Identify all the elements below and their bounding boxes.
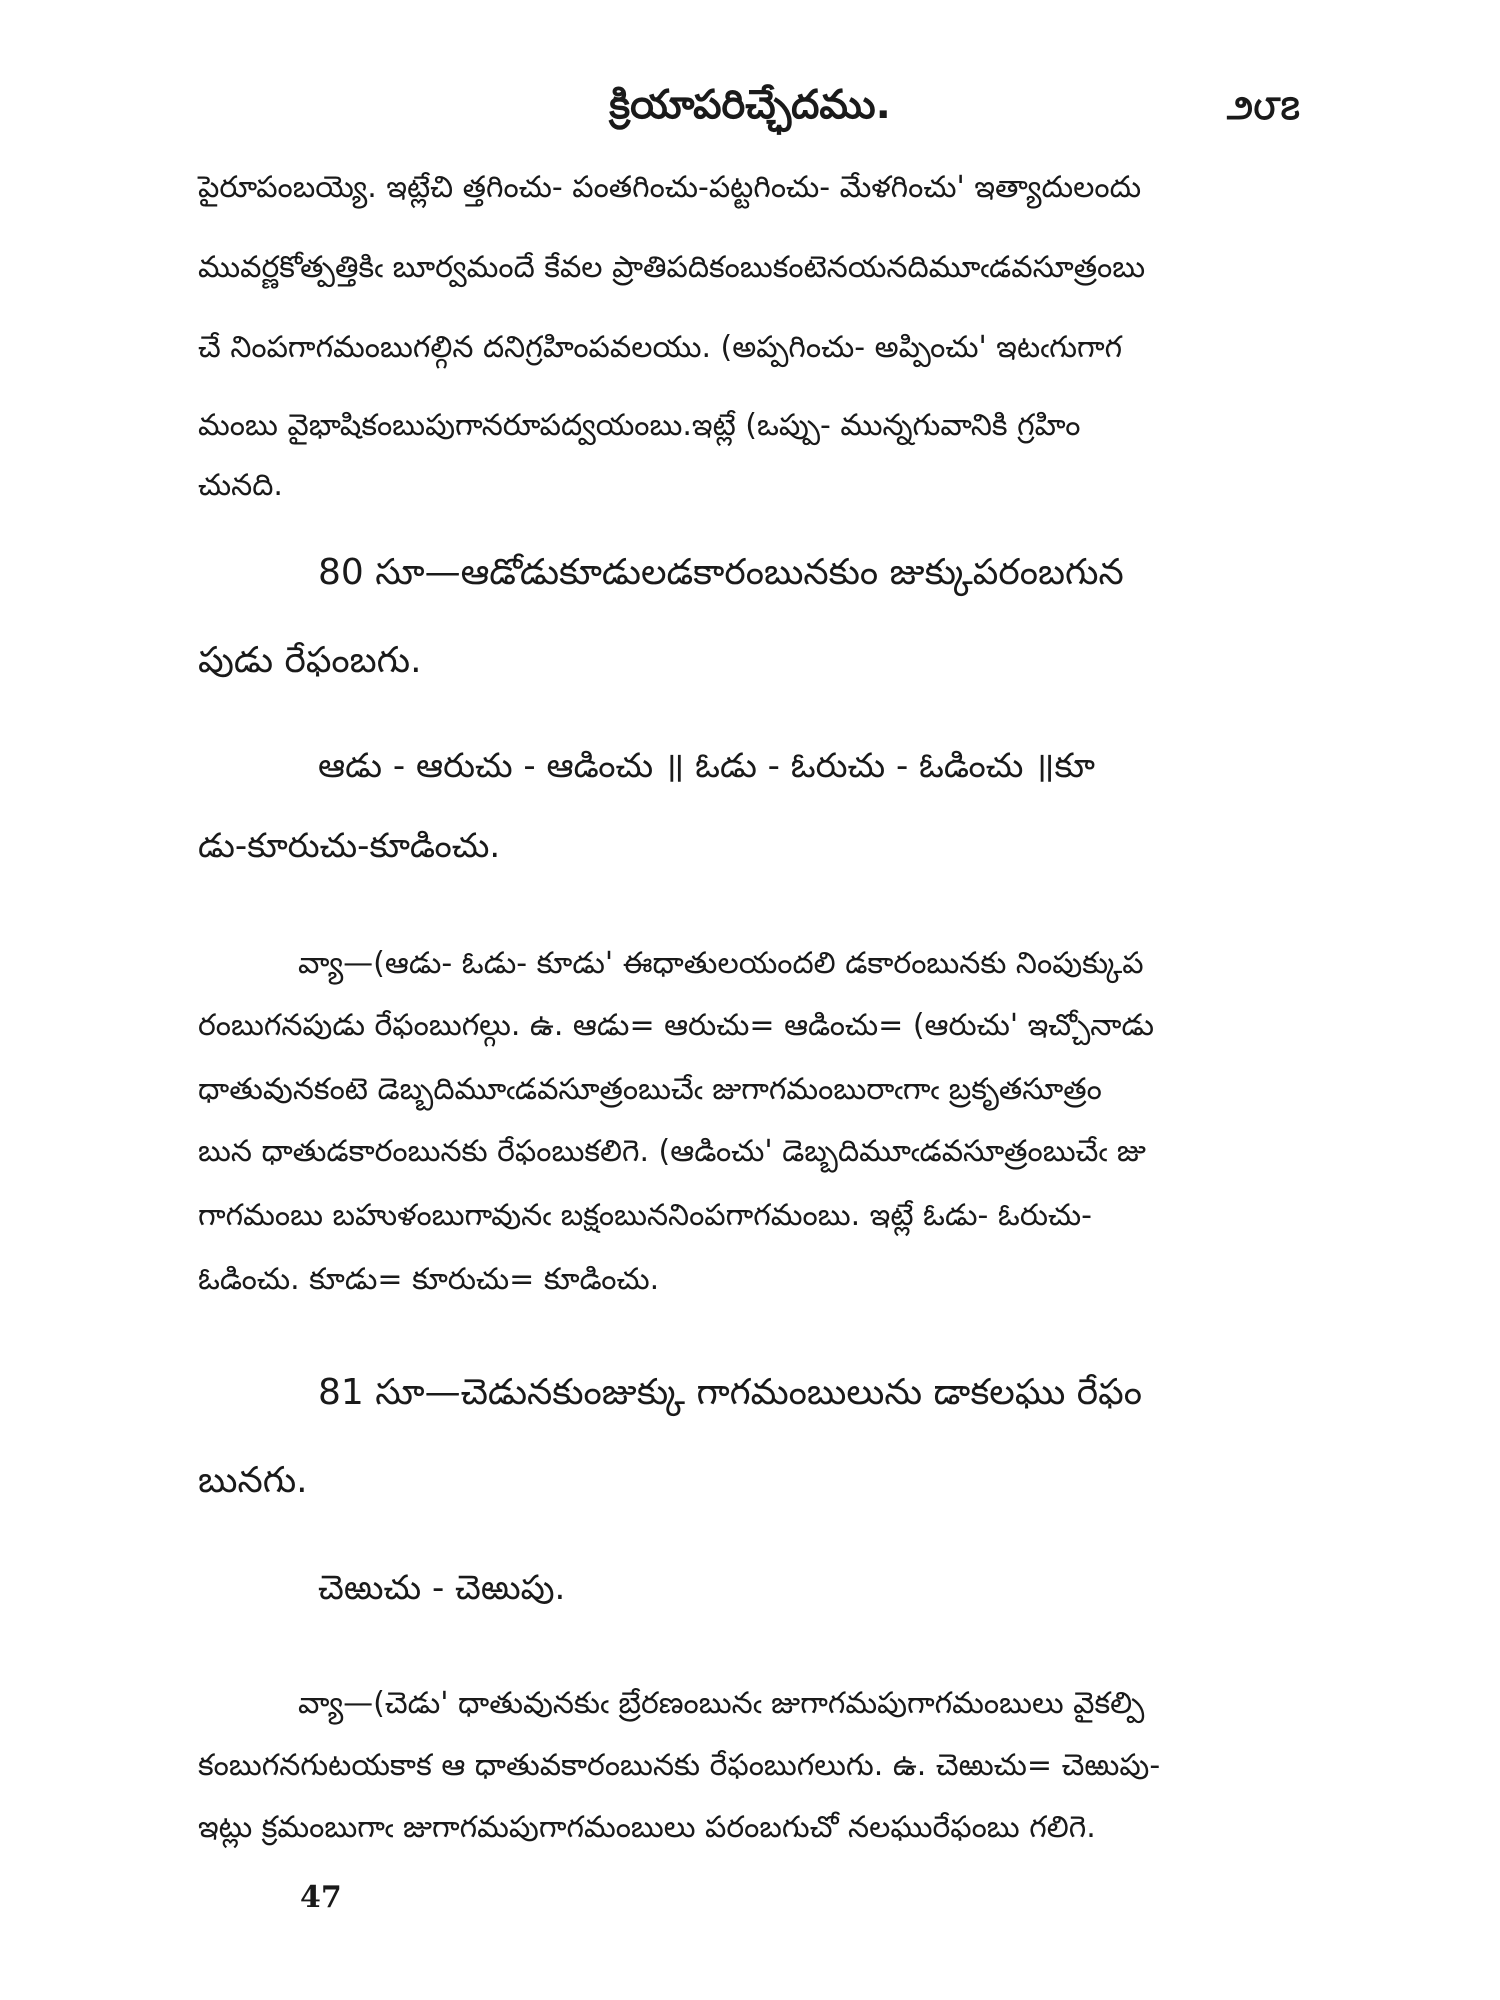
commentary-81-line: కంబుగనగుటయకాక ఆ ధాతువకారంబునకు రేఫంబుగలుగు. ఉ. చెఱుచు= చెఱుపు- <box>198 1748 1161 1783</box>
text-line: మువర్ణకోత్పత్తికిఁ బూర్వమందే కేవల ప్రాతిపదికంబుకంటెనయనదిమూఁడవసూత్రంబు <box>198 250 1146 285</box>
text-line: మంబు వైభాషికంబుపుగానరూపద్వయంబు.ఇట్లే (ఒప్పు- మున్నగువానికి గ్రహిం <box>198 408 1081 443</box>
commentary-80-line: ఓడించు. కూడు= కూరుచు= కూడించు. <box>198 1262 660 1297</box>
text-line: చే నింపగాగమంబుగల్గిన దనిగ్రహింపవలయు. (అప్పగించు- అప్పించు' ఇటఁగుగాగ <box>198 330 1123 365</box>
folio-number: 47 <box>300 1880 342 1915</box>
commentary-80-line: ధాతువునకంటె డెబ్బదిమూఁడవసూత్రంబుచేఁ జుగాగమంబురాఁగాఁ బ్రకృతసూత్రం <box>198 1072 1102 1107</box>
text-line: పైరూపంబయ్యె. ఇట్లేచి త్తగించు- పంతగించు-పట్టగించు- మేళగించు' ఇత్యాదులందు <box>198 170 1142 205</box>
commentary-80-line: గాగమంబు బహుళంబుగావునఁ బక్షంబుననింపగాగమంబు. ఇట్లే ఓడు- ఓరుచు- <box>198 1198 1092 1233</box>
commentary-80-line: బున ధాతుడకారంబునకు రేఫంబుకలిగె. (ఆడించు' డెబ్బదిమూఁడవసూత్రంబుచేఁ జు <box>198 1134 1146 1169</box>
commentary-80-line: రంబుగనపుడు రేఫంబుగల్గు. ఉ. ఆడు= ఆరుచు= ఆడించు= (ఆరుచు' ఇచ్చోనాడు <box>198 1008 1155 1043</box>
example-80-line: ఆడు - ఆరుచు - ఆడించు ॥ ఓడు - ఓరుచు - ఓడించు ॥కూ <box>318 746 1095 786</box>
sutra-81-line: బునగు. <box>198 1460 308 1501</box>
commentary-81-line: వ్యా—(చెడు' ధాతువునకుఁ బ్రేరణంబునఁ జుగాగమపుగాగమంబులు వైకల్పి <box>298 1686 1145 1721</box>
sutra-80-line: పుడు రేఫంబగు. <box>198 640 422 681</box>
commentary-80-line: వ్యా—(ఆడు- ఓడు- కూడు' ఈధాతులయందలి డకారంబునకు నింపుక్కుప <box>298 946 1144 981</box>
running-head: క్రియాపరిచ్ఛేదము. <box>609 82 891 128</box>
example-80-line: డు-కూరుచు-కూడించు. <box>198 826 501 866</box>
commentary-81-line: ఇట్లు క్రమంబుగాఁ జుగాగమపుగాగమంబులు పరంబగుచో నలఘురేఫంబు గలిగె. <box>198 1810 1096 1845</box>
sutra-80-line: 80 సూ—ఆడోడుకూడులడకారంబునకుం జుక్కుపరంబగున <box>318 552 1124 593</box>
sutra-81-line: 81 సూ—చెడునకుంజుక్కు గాగమంబులును డాకలఘు రేఫం <box>318 1372 1143 1413</box>
text-line: చునది. <box>198 468 283 503</box>
page-number: ౨౮౭ <box>1226 88 1300 128</box>
example-81-line: చెఱుచు - చెఱుపు. <box>318 1568 566 1608</box>
